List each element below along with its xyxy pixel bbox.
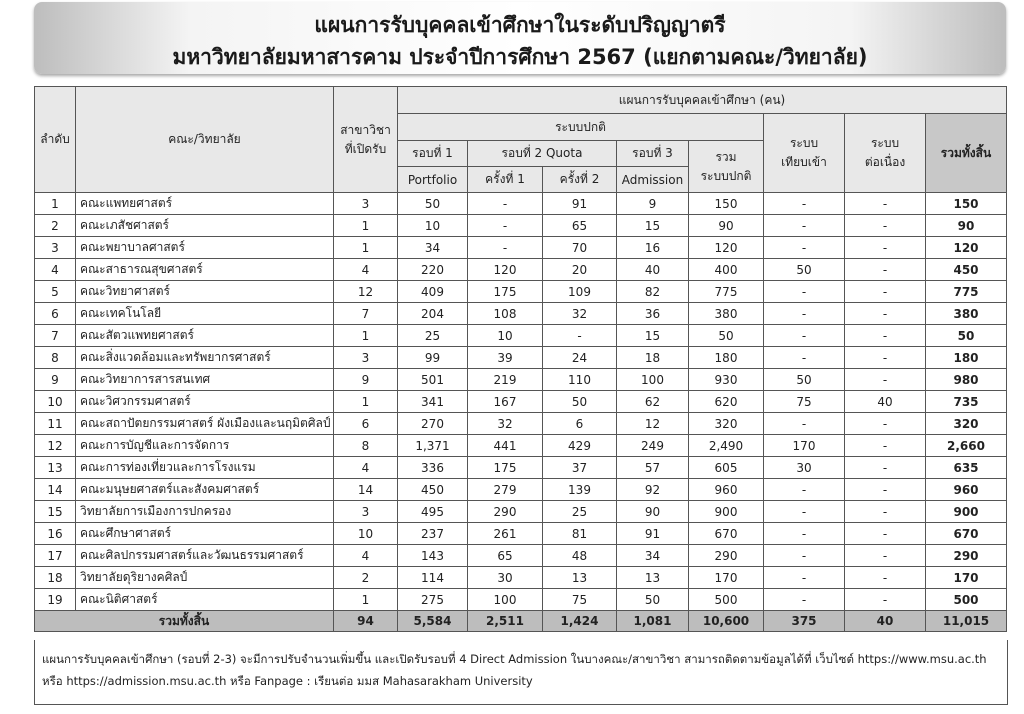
row-number: 14 xyxy=(35,479,76,501)
table-row xyxy=(35,347,1007,369)
grand-total: 900 xyxy=(926,501,1007,523)
round-2-time-1: 30 xyxy=(468,567,543,589)
row-number: 8 xyxy=(35,347,76,369)
totals-round-2-time-1: 2,511 xyxy=(468,611,543,632)
continuing: - xyxy=(845,413,926,435)
continuing: - xyxy=(845,281,926,303)
normal-sum: 170 xyxy=(689,567,764,589)
round-3-admission: 13 xyxy=(617,567,689,589)
majors-count: 7 xyxy=(334,303,398,325)
majors-count: 1 xyxy=(334,589,398,611)
header-plan: แผนการรับบุคคลเข้าศึกษา (คน) xyxy=(398,87,1007,114)
majors-count: 10 xyxy=(334,523,398,545)
grand-total: 635 xyxy=(926,457,1007,479)
round-2-time-2: 32 xyxy=(543,303,617,325)
normal-sum: 180 xyxy=(689,347,764,369)
round-2-time-2: 25 xyxy=(543,501,617,523)
header-round-1: รอบที่ 1 xyxy=(398,141,468,167)
continuing: - xyxy=(845,259,926,281)
table-body xyxy=(35,193,1007,611)
normal-sum: 150 xyxy=(689,193,764,215)
round-1-portfolio: 336 xyxy=(398,457,468,479)
round-1-portfolio: 99 xyxy=(398,347,468,369)
round-2-time-1: 100 xyxy=(468,589,543,611)
equivalence: - xyxy=(764,545,845,567)
round-2-time-1: 219 xyxy=(468,369,543,391)
round-1-portfolio: 25 xyxy=(398,325,468,347)
table-row xyxy=(35,479,1007,501)
normal-sum: 960 xyxy=(689,479,764,501)
grand-total: 120 xyxy=(926,237,1007,259)
majors-count: 14 xyxy=(334,479,398,501)
grand-total: 450 xyxy=(926,259,1007,281)
header-round-2-time-1: ครั้งที่ 1 xyxy=(468,167,543,193)
round-1-portfolio: 1,371 xyxy=(398,435,468,457)
majors-count: 8 xyxy=(334,435,398,457)
header-round-2-time-2: ครั้งที่ 2 xyxy=(543,167,617,193)
header-majors xyxy=(334,87,398,193)
round-2-time-2: 24 xyxy=(543,347,617,369)
row-number: 10 xyxy=(35,391,76,413)
normal-sum: 930 xyxy=(689,369,764,391)
round-2-time-1: 261 xyxy=(468,523,543,545)
round-3-admission: 62 xyxy=(617,391,689,413)
grand-total: 180 xyxy=(926,347,1007,369)
majors-count: 2 xyxy=(334,567,398,589)
faculty-name: คณะศิลปกรรมศาสตร์และวัฒนธรรมศาสตร์ xyxy=(76,545,334,567)
table-row xyxy=(35,545,1007,567)
round-2-time-2: 429 xyxy=(543,435,617,457)
continuing: 40 xyxy=(845,391,926,413)
normal-sum: 2,490 xyxy=(689,435,764,457)
round-1-portfolio: 409 xyxy=(398,281,468,303)
continuing: - xyxy=(845,325,926,347)
header-round-3: รอบที่ 3 xyxy=(617,141,689,167)
round-1-portfolio: 501 xyxy=(398,369,468,391)
header-normal-sum-line-2: ระบบปกติ xyxy=(700,168,752,183)
table-row xyxy=(35,369,1007,391)
faculty-name: คณะเทคโนโลยี xyxy=(76,303,334,325)
round-1-portfolio: 34 xyxy=(398,237,468,259)
row-number: 19 xyxy=(35,589,76,611)
header-continuing-line-1: ระบบ xyxy=(870,136,900,150)
equivalence: - xyxy=(764,193,845,215)
majors-count: 1 xyxy=(334,391,398,413)
round-2-time-1: 32 xyxy=(468,413,543,435)
equivalence: - xyxy=(764,215,845,237)
row-number: 3 xyxy=(35,237,76,259)
majors-count: 6 xyxy=(334,413,398,435)
continuing: - xyxy=(845,589,926,611)
admission-plan-table xyxy=(34,86,1007,632)
round-1-portfolio: 270 xyxy=(398,413,468,435)
continuing: - xyxy=(845,567,926,589)
round-3-admission: 12 xyxy=(617,413,689,435)
round-3-admission: 9 xyxy=(617,193,689,215)
round-3-admission: 92 xyxy=(617,479,689,501)
round-2-time-2: 37 xyxy=(543,457,617,479)
majors-count: 4 xyxy=(334,457,398,479)
table-row xyxy=(35,589,1007,611)
majors-count: 12 xyxy=(334,281,398,303)
faculty-name: คณะวิศวกรรมศาสตร์ xyxy=(76,391,334,413)
header-normal-sum-line-1: รวม xyxy=(715,149,737,164)
table-row xyxy=(35,215,1007,237)
round-2-time-2: 6 xyxy=(543,413,617,435)
round-2-time-2: 139 xyxy=(543,479,617,501)
row-number: 13 xyxy=(35,457,76,479)
table-row xyxy=(35,457,1007,479)
round-2-time-2: 48 xyxy=(543,545,617,567)
round-1-portfolio: 220 xyxy=(398,259,468,281)
totals-round-3: 1,081 xyxy=(617,611,689,632)
row-number: 9 xyxy=(35,369,76,391)
normal-sum: 380 xyxy=(689,303,764,325)
continuing: - xyxy=(845,303,926,325)
table-row xyxy=(35,391,1007,413)
round-3-admission: 90 xyxy=(617,501,689,523)
totals-majors: 94 xyxy=(334,611,398,632)
round-2-time-1: 441 xyxy=(468,435,543,457)
round-1-portfolio: 204 xyxy=(398,303,468,325)
continuing: - xyxy=(845,523,926,545)
faculty-name: คณะพยาบาลศาสตร์ xyxy=(76,237,334,259)
row-number: 11 xyxy=(35,413,76,435)
row-number: 17 xyxy=(35,545,76,567)
row-number: 15 xyxy=(35,501,76,523)
faculty-name: คณะศึกษาศาสตร์ xyxy=(76,523,334,545)
title-banner xyxy=(34,2,1006,74)
round-2-time-2: 20 xyxy=(543,259,617,281)
continuing: - xyxy=(845,237,926,259)
faculty-name: คณะสิ่งแวดล้อมและทรัพยากรศาสตร์ xyxy=(76,347,334,369)
continuing: - xyxy=(845,479,926,501)
equivalence: - xyxy=(764,281,845,303)
round-2-time-2: 70 xyxy=(543,237,617,259)
faculty-name: คณะสถาปัตยกรรมศาสตร์ ผังเมืองและนฤมิตศิลป์ xyxy=(76,413,334,435)
equivalence: - xyxy=(764,347,845,369)
majors-count: 1 xyxy=(334,237,398,259)
grand-total: 775 xyxy=(926,281,1007,303)
header-equivalence-line-2: เทียบเข้า xyxy=(781,155,827,169)
majors-count: 4 xyxy=(334,259,398,281)
header-majors-line-1: สาขาวิชา xyxy=(340,122,391,137)
header-majors-line-2: ที่เปิดรับ xyxy=(344,141,387,156)
round-3-admission: 15 xyxy=(617,325,689,347)
table-row xyxy=(35,281,1007,303)
header-faculty: คณะ/วิทยาลัย xyxy=(76,87,334,193)
table-row xyxy=(35,237,1007,259)
row-number: 2 xyxy=(35,215,76,237)
majors-count: 3 xyxy=(334,501,398,523)
normal-sum: 775 xyxy=(689,281,764,303)
table-row xyxy=(35,325,1007,347)
round-1-portfolio: 341 xyxy=(398,391,468,413)
table-row xyxy=(35,523,1007,545)
row-number: 16 xyxy=(35,523,76,545)
equivalence: - xyxy=(764,479,845,501)
round-2-time-2: - xyxy=(543,325,617,347)
round-2-time-1: 10 xyxy=(468,325,543,347)
faculty-name: คณะวิทยาการสารสนเทศ xyxy=(76,369,334,391)
round-2-time-1: 120 xyxy=(468,259,543,281)
continuing: - xyxy=(845,501,926,523)
normal-sum: 500 xyxy=(689,589,764,611)
round-2-time-1: 290 xyxy=(468,501,543,523)
equivalence: - xyxy=(764,523,845,545)
totals-equivalence: 375 xyxy=(764,611,845,632)
header-normal-sum xyxy=(689,141,764,193)
round-1-portfolio: 10 xyxy=(398,215,468,237)
header-continuing xyxy=(845,114,926,193)
faculty-name: วิทยาลัยดุริยางคศิลป์ xyxy=(76,567,334,589)
round-3-admission: 57 xyxy=(617,457,689,479)
normal-sum: 120 xyxy=(689,237,764,259)
table-row xyxy=(35,567,1007,589)
round-2-time-1: 175 xyxy=(468,281,543,303)
totals-grand-total: 11,015 xyxy=(926,611,1007,632)
continuing: - xyxy=(845,193,926,215)
continuing: - xyxy=(845,347,926,369)
table-row xyxy=(35,193,1007,215)
grand-total: 500 xyxy=(926,589,1007,611)
round-2-time-1: 175 xyxy=(468,457,543,479)
round-2-time-1: 65 xyxy=(468,545,543,567)
equivalence: - xyxy=(764,589,845,611)
totals-normal-sum: 10,600 xyxy=(689,611,764,632)
round-2-time-2: 75 xyxy=(543,589,617,611)
round-2-time-2: 110 xyxy=(543,369,617,391)
row-number: 6 xyxy=(35,303,76,325)
normal-sum: 50 xyxy=(689,325,764,347)
faculty-name: คณะนิติศาสตร์ xyxy=(76,589,334,611)
header-normal-system: ระบบปกติ xyxy=(398,114,764,141)
table-row xyxy=(35,413,1007,435)
faculty-name: คณะเภสัชศาสตร์ xyxy=(76,215,334,237)
faculty-name: คณะการท่องเที่ยวและการโรงแรม xyxy=(76,457,334,479)
majors-count: 3 xyxy=(334,347,398,369)
normal-sum: 90 xyxy=(689,215,764,237)
normal-sum: 670 xyxy=(689,523,764,545)
equivalence: 30 xyxy=(764,457,845,479)
round-3-admission: 249 xyxy=(617,435,689,457)
round-3-admission: 100 xyxy=(617,369,689,391)
normal-sum: 400 xyxy=(689,259,764,281)
normal-sum: 620 xyxy=(689,391,764,413)
round-3-admission: 18 xyxy=(617,347,689,369)
round-2-time-1: - xyxy=(468,237,543,259)
row-number: 12 xyxy=(35,435,76,457)
equivalence: 50 xyxy=(764,259,845,281)
round-1-portfolio: 143 xyxy=(398,545,468,567)
faculty-name: วิทยาลัยการเมืองการปกครอง xyxy=(76,501,334,523)
footnote-line-2: หรือ https://admission.msu.ac.th หรือ Fanpage : เรียนต่อ มมส Mahasarakham University xyxy=(42,674,533,688)
row-number: 7 xyxy=(35,325,76,347)
grand-total: 980 xyxy=(926,369,1007,391)
table-row xyxy=(35,435,1007,457)
faculty-name: คณะวิทยาศาสตร์ xyxy=(76,281,334,303)
round-1-portfolio: 495 xyxy=(398,501,468,523)
round-3-admission: 36 xyxy=(617,303,689,325)
equivalence: - xyxy=(764,567,845,589)
grand-total: 735 xyxy=(926,391,1007,413)
continuing: - xyxy=(845,457,926,479)
header-grand-total: รวมทั้งสิ้น xyxy=(926,114,1007,193)
totals-continuing: 40 xyxy=(845,611,926,632)
majors-count: 9 xyxy=(334,369,398,391)
header-order: ลำดับ xyxy=(35,87,76,193)
round-2-time-2: 81 xyxy=(543,523,617,545)
round-2-time-1: 108 xyxy=(468,303,543,325)
faculty-name: คณะมนุษยศาสตร์และสังคมศาสตร์ xyxy=(76,479,334,501)
round-3-admission: 34 xyxy=(617,545,689,567)
header-continuing-line-2: ต่อเนื่อง xyxy=(864,155,906,169)
grand-total: 90 xyxy=(926,215,1007,237)
grand-total: 960 xyxy=(926,479,1007,501)
grand-total: 50 xyxy=(926,325,1007,347)
table-row xyxy=(35,303,1007,325)
round-2-time-1: 279 xyxy=(468,479,543,501)
grand-total: 2,660 xyxy=(926,435,1007,457)
majors-count: 1 xyxy=(334,215,398,237)
equivalence: - xyxy=(764,303,845,325)
normal-sum: 900 xyxy=(689,501,764,523)
continuing: - xyxy=(845,369,926,391)
totals-round-1: 5,584 xyxy=(398,611,468,632)
totals-round-2-time-2: 1,424 xyxy=(543,611,617,632)
round-2-time-1: - xyxy=(468,193,543,215)
round-3-admission: 15 xyxy=(617,215,689,237)
round-1-portfolio: 50 xyxy=(398,193,468,215)
round-2-time-2: 109 xyxy=(543,281,617,303)
row-number: 4 xyxy=(35,259,76,281)
header-round-2: รอบที่ 2 Quota xyxy=(468,141,617,167)
continuing: - xyxy=(845,545,926,567)
row-number: 1 xyxy=(35,193,76,215)
row-number: 18 xyxy=(35,567,76,589)
header-admission: Admission xyxy=(617,167,689,193)
equivalence: - xyxy=(764,237,845,259)
equivalence: - xyxy=(764,325,845,347)
title-line-1: แผนการรับบุคคลเข้าศึกษาในระดับปริญญาตรี xyxy=(314,13,726,37)
equivalence: 75 xyxy=(764,391,845,413)
grand-total: 290 xyxy=(926,545,1007,567)
row-number: 5 xyxy=(35,281,76,303)
round-1-portfolio: 114 xyxy=(398,567,468,589)
round-3-admission: 40 xyxy=(617,259,689,281)
grand-total: 380 xyxy=(926,303,1007,325)
faculty-name: คณะสัตวแพทยศาสตร์ xyxy=(76,325,334,347)
table-row xyxy=(35,259,1007,281)
equivalence: 50 xyxy=(764,369,845,391)
faculty-name: คณะแพทยศาสตร์ xyxy=(76,193,334,215)
grand-total: 170 xyxy=(926,567,1007,589)
round-2-time-2: 91 xyxy=(543,193,617,215)
round-2-time-2: 13 xyxy=(543,567,617,589)
normal-sum: 290 xyxy=(689,545,764,567)
majors-count: 3 xyxy=(334,193,398,215)
round-1-portfolio: 275 xyxy=(398,589,468,611)
grand-total: 670 xyxy=(926,523,1007,545)
totals-row xyxy=(35,611,1007,632)
round-1-portfolio: 237 xyxy=(398,523,468,545)
footnote-line-1: แผนการรับบุคคลเข้าศึกษา (รอบที่ 2-3) จะมีการปรับจำนวนเพิ่มขึ้น และเปิดรับรอบที่ 4 Direct Admission ในบางคณะ/สาขาวิชา สามารถติดตามข้อมูลได้ที่ เว็บไซต์ https://www.msu.ac.th xyxy=(42,652,987,666)
round-1-portfolio: 450 xyxy=(398,479,468,501)
faculty-name: คณะสาธารณสุขศาสตร์ xyxy=(76,259,334,281)
equivalence: 170 xyxy=(764,435,845,457)
header-equivalence-line-1: ระบบ xyxy=(789,136,819,150)
grand-total: 320 xyxy=(926,413,1007,435)
faculty-name: คณะการบัญชีและการจัดการ xyxy=(76,435,334,457)
round-2-time-1: 167 xyxy=(468,391,543,413)
totals-label: รวมทั้งสิ้น xyxy=(35,611,334,632)
round-2-time-2: 65 xyxy=(543,215,617,237)
majors-count: 1 xyxy=(334,325,398,347)
round-3-admission: 82 xyxy=(617,281,689,303)
normal-sum: 605 xyxy=(689,457,764,479)
equivalence: - xyxy=(764,501,845,523)
round-3-admission: 50 xyxy=(617,589,689,611)
title-line-2: มหาวิทยาลัยมหาสารคาม ประจำปีการศึกษา 2567 (แยกตามคณะ/วิทยาลัย) xyxy=(172,45,868,69)
round-2-time-1: 39 xyxy=(468,347,543,369)
round-3-admission: 91 xyxy=(617,523,689,545)
grand-total: 150 xyxy=(926,193,1007,215)
header-portfolio: Portfolio xyxy=(398,167,468,193)
normal-sum: 320 xyxy=(689,413,764,435)
continuing: - xyxy=(845,215,926,237)
equivalence: - xyxy=(764,413,845,435)
round-3-admission: 16 xyxy=(617,237,689,259)
table-row xyxy=(35,501,1007,523)
round-2-time-1: - xyxy=(468,215,543,237)
continuing: - xyxy=(845,435,926,457)
majors-count: 4 xyxy=(334,545,398,567)
footnote xyxy=(34,640,1008,705)
round-2-time-2: 50 xyxy=(543,391,617,413)
header-equivalence xyxy=(764,114,845,193)
